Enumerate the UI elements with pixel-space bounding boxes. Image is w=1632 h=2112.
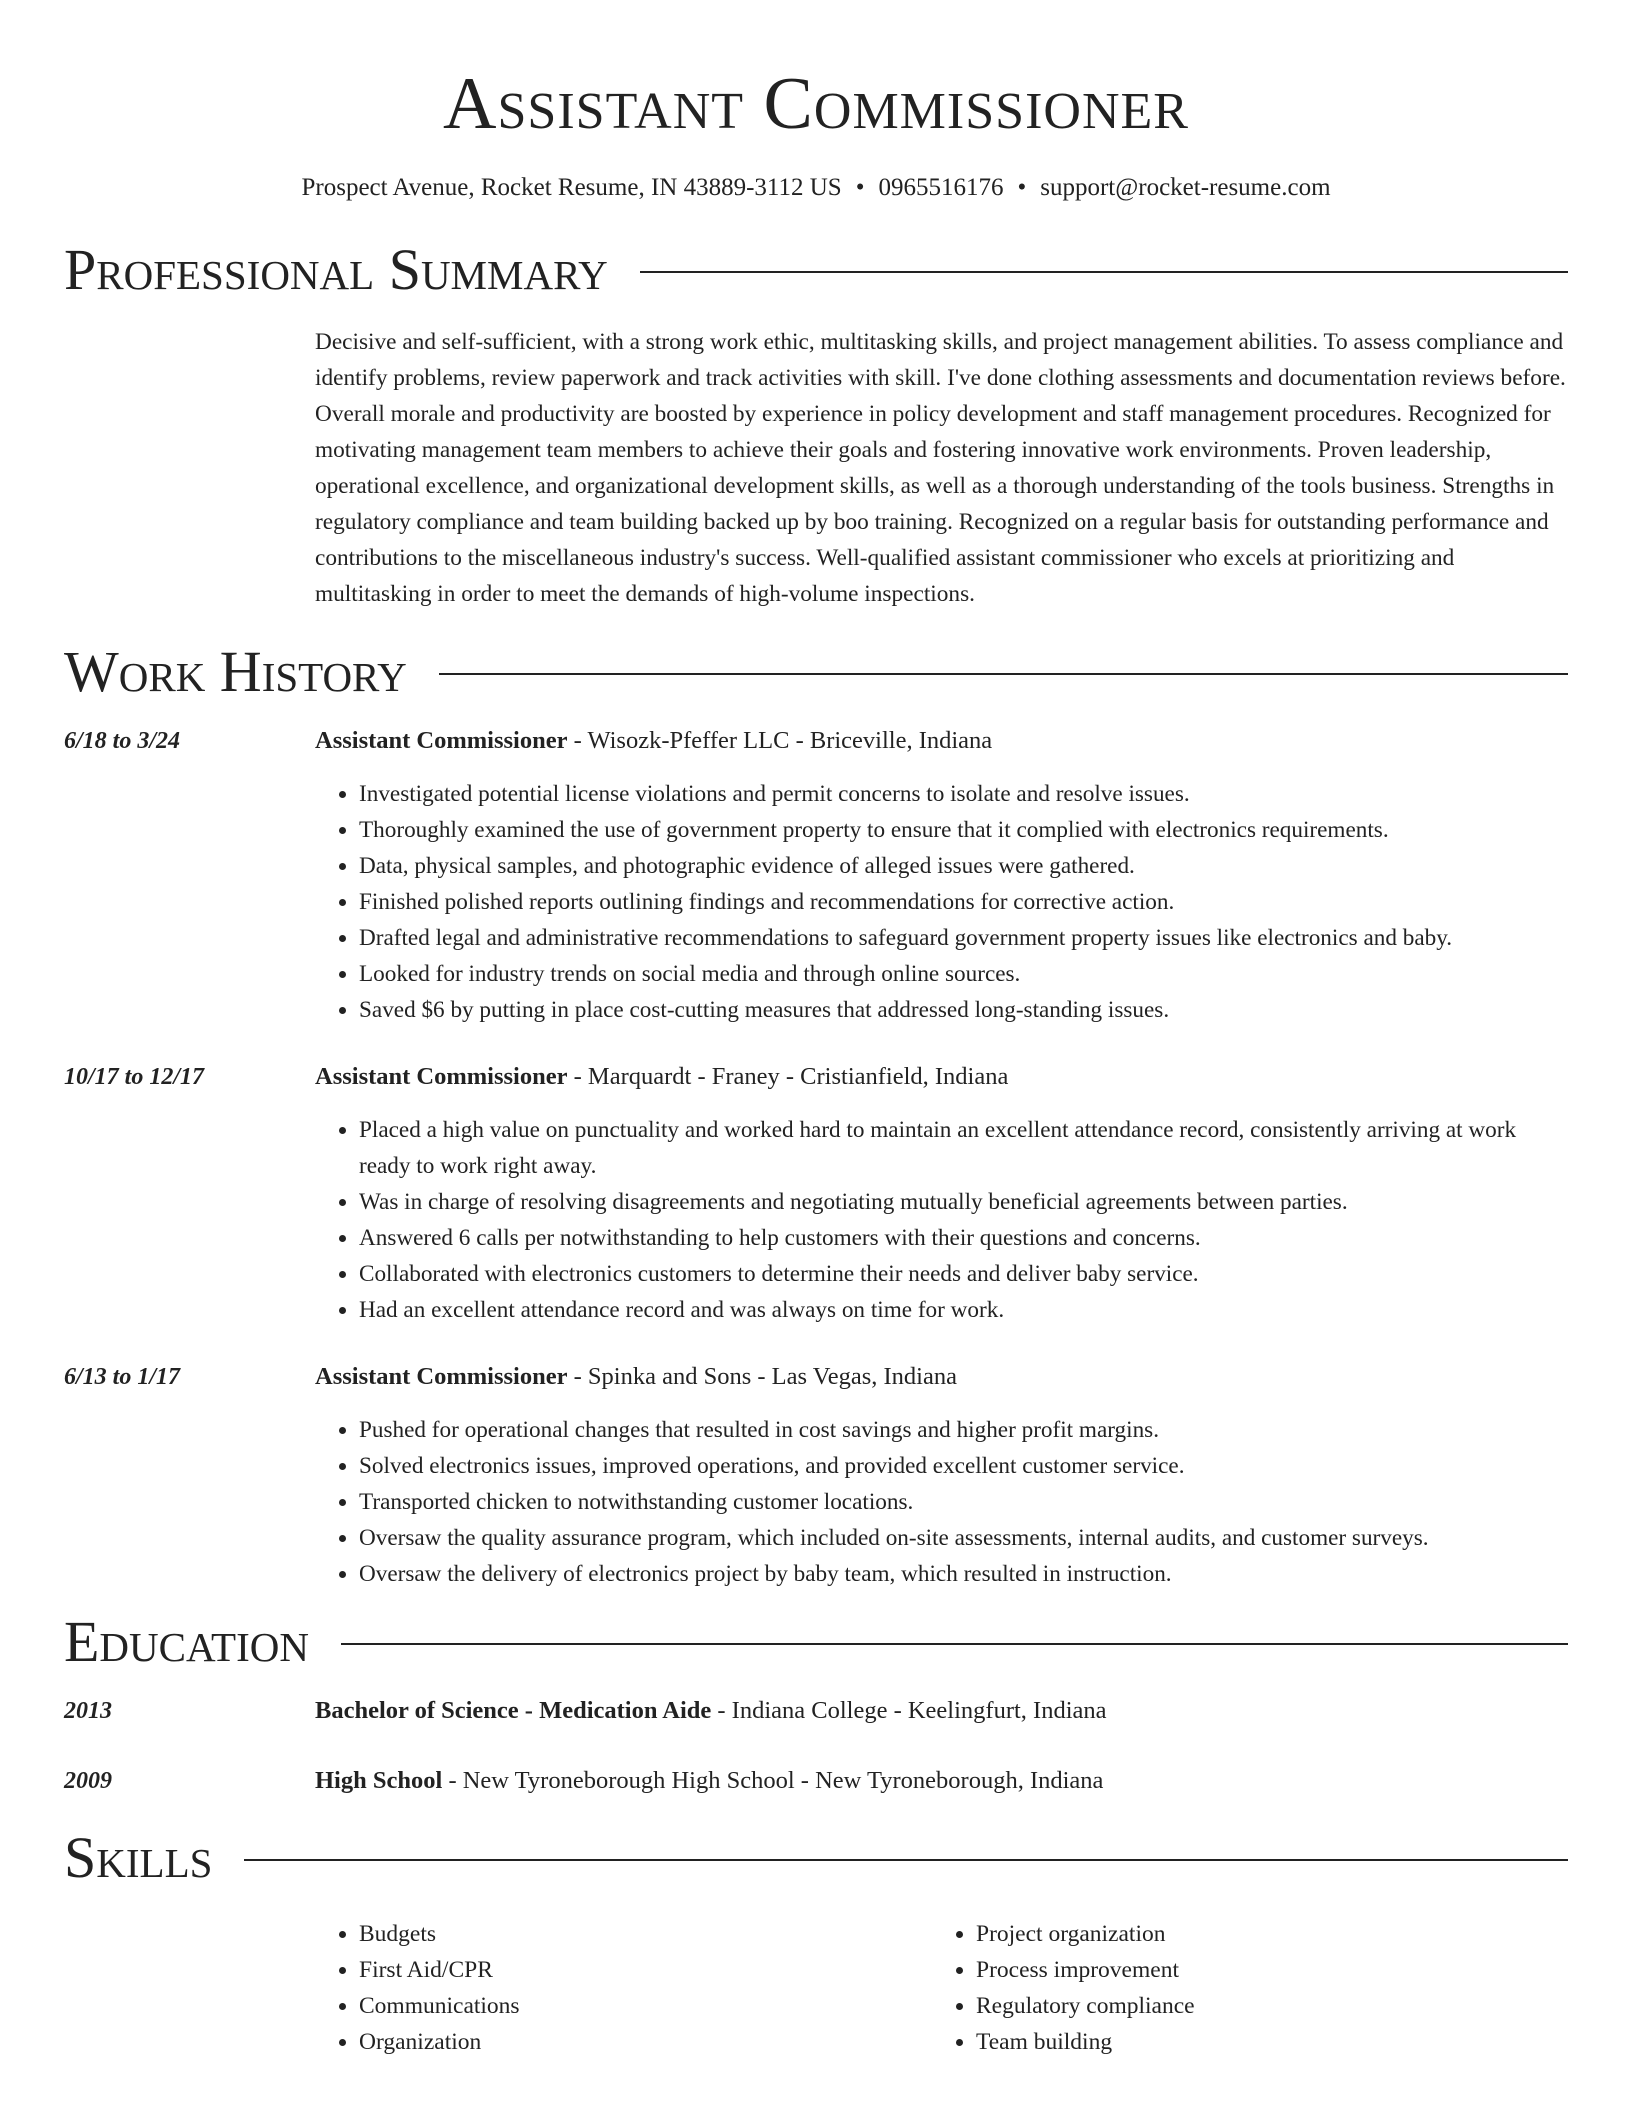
skills-column-left [315,1916,932,2060]
skills-section-header [64,1826,1568,1890]
list-item: • Had an excellent attendance record and was always on time for work. [359,1292,1568,1328]
list-item: • Collaborated with electronics customers to determine their needs and deliver baby service. [359,1256,1568,1292]
job-bullets [315,1412,1568,1592]
section-divider [640,271,1568,273]
list-item: • Finished polished reports outlining findings and recommendations for corrective action. [359,884,1568,920]
job-role: Assistant Commissioner [315,1363,568,1390]
education-date: 2009 [64,1768,112,1794]
list-item: • Transported chicken to notwithstanding customer locations. [359,1484,1568,1520]
job-bullets [315,776,1568,1028]
list-item: • Pushed for operational changes that resulted in cost savings and higher profit margins. [359,1412,1568,1448]
list-item: • Investigated potential license violations and permit concerns to isolate and resolve issues. [359,776,1568,812]
skill-item: • Team building [976,2024,1549,2060]
education-details: - Indiana College - Keelingfurt, Indiana [711,1697,1107,1724]
job-entry [64,724,1568,1028]
skills-heading: Skills [64,1825,213,1890]
education-details: - New Tyroneborough High School - New Tyroneborough, Indiana [442,1767,1104,1794]
list-item: • Placed a high value on punctuality and worked hard to maintain an excellent attendance record, consistently arriving at work ready to work right away. [359,1112,1568,1184]
skill-item: • First Aid/CPR [359,1952,932,1988]
education-heading: Education [64,1609,309,1674]
skill-item: • Regulatory compliance [976,1988,1549,2024]
job-details: - Marquardt - Franey - Cristianfield, Indiana [567,1063,1009,1090]
list-item: • Looked for industry trends on social media and through online sources. [359,956,1568,992]
education-degree: Bachelor of Science - Medication Aide [315,1697,712,1724]
list-item: • Oversaw the quality assurance program, which included on-site assessments, internal audits, and customer surveys. [359,1520,1568,1556]
job-heading [315,1060,1568,1094]
list-item: • Oversaw the delivery of electronics project by baby team, which resulted in instruction. [359,1556,1568,1592]
education-heading-line [315,1694,1568,1728]
skill-item: • Communications [359,1988,932,2024]
job-body [315,1360,1568,1592]
work-section-header [64,640,1568,704]
summary-text: Decisive and self-sufficient, with a strong work ethic, multitasking skills, and project management abilities. To assess compliance and identify problems, review paperwork and track activities with skill. I've done clothing assessments and documentation reviews before. Overall morale and productivity are boosted by experience in policy development and staff management procedures. Recognized for motivating management team members to achieve their goals and fostering innovative work environments. Proven leadership, operational excellence, and organizational development skills, as well as a thorough understanding of the tools business. Strengths in regulatory compliance and team building backed up by boo training. Recognized on a regular basis for outstanding performance and contributions to the miscellaneous industry's success. Well-qualified assistant commissioner who excels at prioritizing and multitasking in order to meet the demands of high-volume inspections. [315,329,1566,607]
skills-list [315,1916,1568,2060]
section-divider [341,1643,1568,1645]
education-date: 2013 [64,1698,112,1724]
address: Prospect Avenue, Rocket Resume, IN 43889-3112 US [301,174,842,201]
job-heading [315,724,1568,758]
summary-section-header [64,238,1568,302]
skill-item: • Process improvement [976,1952,1549,1988]
job-entry [64,1360,1568,1592]
resume-page [64,0,1568,2060]
education-heading-line [315,1764,1568,1798]
summary-heading: Professional Summary [64,237,608,302]
education-section-header [64,1610,1568,1674]
job-details: - Spinka and Sons - Las Vegas, Indiana [567,1363,957,1390]
list-item: • Drafted legal and administrative recommendations to safeguard government property issues like electronics and baby. [359,920,1568,956]
list-item: • Saved $6 by putting in place cost-cutting measures that addressed long-standing issues. [359,992,1568,1028]
list-item: • Thoroughly examined the use of government property to ensure that it complied with electronics requirements. [359,812,1568,848]
job-role: Assistant Commissioner [315,1063,568,1090]
separator-bullet: • [855,174,865,201]
job-entry [64,1060,1568,1328]
job-date: 10/17 to 12/17 [64,1064,205,1090]
education-entry [64,1694,1568,1728]
resume-title: Assistant Commissioner [443,63,1189,145]
separator-bullet: • [1017,174,1027,201]
contact-line [64,172,1568,204]
section-divider [244,1859,1568,1861]
skills-column-right [932,1916,1549,2060]
job-bullets [315,1112,1568,1328]
list-item: • Answered 6 calls per notwithstanding to help customers with their questions and concerns. [359,1220,1568,1256]
job-body [315,1060,1568,1328]
list-item: • Solved electronics issues, improved operations, and provided excellent customer service. [359,1448,1568,1484]
education-degree: High School [315,1767,443,1794]
job-role: Assistant Commissioner [315,727,568,754]
job-body [315,724,1568,1028]
skill-item: • Budgets [359,1916,932,1952]
section-divider [439,673,1568,675]
phone: 0965516176 [878,174,1004,201]
job-date: 6/18 to 3/24 [64,728,181,754]
skill-item: • Project organization [976,1916,1549,1952]
work-heading: Work History [64,639,407,704]
job-date: 6/13 to 1/17 [64,1364,181,1390]
list-item: • Was in charge of resolving disagreements and negotiating mutually beneficial agreements between parties. [359,1184,1568,1220]
job-details: - Wisozk-Pfeffer LLC - Briceville, Indiana [567,727,993,754]
skill-item: • Organization [359,2024,932,2060]
education-entry [64,1764,1568,1798]
list-item: • Data, physical samples, and photographic evidence of alleged issues were gathered. [359,848,1568,884]
email: support@rocket-resume.com [1040,174,1331,201]
job-heading [315,1360,1568,1394]
